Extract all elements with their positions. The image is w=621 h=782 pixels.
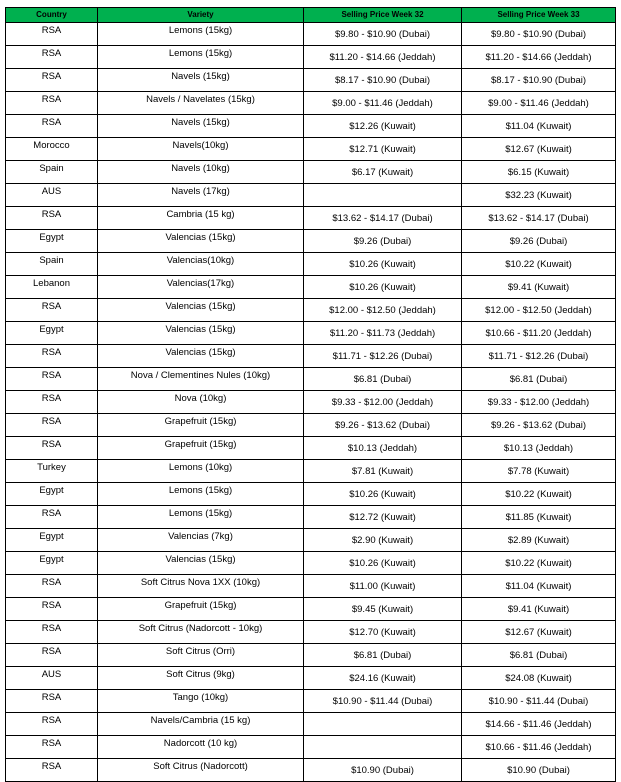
country-cell: RSA (6, 621, 98, 644)
price-week-32-cell: $9.26 (Dubai) (304, 230, 462, 253)
country-cell: Spain (6, 253, 98, 276)
country-cell: RSA (6, 23, 98, 46)
price-week-33-cell: $10.66 - $11.20 (Jeddah) (462, 322, 616, 345)
price-week-32-cell: $11.71 - $12.26 (Dubai) (304, 345, 462, 368)
variety-cell: Soft Citrus Nova 1XX (10kg) (98, 575, 304, 598)
country-cell: Egypt (6, 322, 98, 345)
country-cell: Lebanon (6, 276, 98, 299)
country-cell: Spain (6, 161, 98, 184)
country-cell: RSA (6, 437, 98, 460)
variety-cell: Valencias (15kg) (98, 552, 304, 575)
header-variety: Variety (98, 8, 304, 23)
variety-cell: Navels (17kg) (98, 184, 304, 207)
table-row (6, 690, 616, 713)
variety-cell: Grapefruit (15kg) (98, 437, 304, 460)
price-week-32-cell: $12.00 - $12.50 (Jeddah) (304, 299, 462, 322)
header-price-week-33: Selling Price Week 33 (462, 8, 616, 23)
price-week-33-cell: $10.22 (Kuwait) (462, 552, 616, 575)
table-row (6, 529, 616, 552)
price-week-32-cell: $9.45 (Kuwait) (304, 598, 462, 621)
variety-cell: Navels/Cambria (15 kg) (98, 713, 304, 736)
price-week-32-cell: $12.70 (Kuwait) (304, 621, 462, 644)
price-week-32-cell: $10.90 (Dubai) (304, 759, 462, 782)
price-table (5, 7, 616, 782)
table-row (6, 759, 616, 782)
price-week-32-cell: $10.26 (Kuwait) (304, 253, 462, 276)
price-week-32-cell: $12.72 (Kuwait) (304, 506, 462, 529)
price-week-33-cell: $12.67 (Kuwait) (462, 138, 616, 161)
variety-cell: Tango (10kg) (98, 690, 304, 713)
price-week-33-cell: $11.04 (Kuwait) (462, 115, 616, 138)
table-row (6, 230, 616, 253)
price-week-33-cell: $8.17 - $10.90 (Dubai) (462, 69, 616, 92)
variety-cell: Soft Citrus (Nadorcott) (98, 759, 304, 782)
table-row (6, 23, 616, 46)
variety-cell: Soft Citrus (9kg) (98, 667, 304, 690)
country-cell: RSA (6, 713, 98, 736)
country-cell: Egypt (6, 529, 98, 552)
country-cell: RSA (6, 644, 98, 667)
table-body (6, 23, 616, 782)
price-week-33-cell: $9.00 - $11.46 (Jeddah) (462, 92, 616, 115)
table-row (6, 621, 616, 644)
header-price-week-32: Selling Price Week 32 (304, 8, 462, 23)
price-week-32-cell: $10.26 (Kuwait) (304, 483, 462, 506)
country-cell: RSA (6, 391, 98, 414)
price-week-33-cell: $10.13 (Jeddah) (462, 437, 616, 460)
variety-cell: Lemons (15kg) (98, 23, 304, 46)
variety-cell: Soft Citrus (Nadorcott - 10kg) (98, 621, 304, 644)
country-cell: RSA (6, 368, 98, 391)
table-row (6, 414, 616, 437)
price-week-33-cell: $6.81 (Dubai) (462, 644, 616, 667)
price-week-33-cell: $9.33 - $12.00 (Jeddah) (462, 391, 616, 414)
price-week-32-cell: $10.13 (Jeddah) (304, 437, 462, 460)
price-week-33-cell: $12.67 (Kuwait) (462, 621, 616, 644)
table-row (6, 460, 616, 483)
country-cell: RSA (6, 736, 98, 759)
price-week-33-cell: $9.41 (Kuwait) (462, 598, 616, 621)
country-cell: RSA (6, 598, 98, 621)
price-week-32-cell: $12.26 (Kuwait) (304, 115, 462, 138)
variety-cell: Valencias (7kg) (98, 529, 304, 552)
variety-cell: Lemons (15kg) (98, 483, 304, 506)
country-cell: RSA (6, 92, 98, 115)
country-cell: RSA (6, 506, 98, 529)
country-cell: Morocco (6, 138, 98, 161)
price-week-32-cell: $13.62 - $14.17 (Dubai) (304, 207, 462, 230)
variety-cell: Soft Citrus (Orri) (98, 644, 304, 667)
price-week-33-cell: $6.15 (Kuwait) (462, 161, 616, 184)
price-week-33-cell: $6.81 (Dubai) (462, 368, 616, 391)
variety-cell: Grapefruit (15kg) (98, 414, 304, 437)
price-week-33-cell: $2.89 (Kuwait) (462, 529, 616, 552)
variety-cell: Navels (15kg) (98, 69, 304, 92)
price-week-32-cell: $11.20 - $11.73 (Jeddah) (304, 322, 462, 345)
variety-cell: Nova (10kg) (98, 391, 304, 414)
variety-cell: Grapefruit (15kg) (98, 598, 304, 621)
header-row (6, 8, 616, 23)
table-row (6, 207, 616, 230)
price-week-33-cell: $10.22 (Kuwait) (462, 483, 616, 506)
variety-cell: Lemons (15kg) (98, 46, 304, 69)
price-week-33-cell: $10.22 (Kuwait) (462, 253, 616, 276)
price-week-33-cell: $9.26 - $13.62 (Dubai) (462, 414, 616, 437)
variety-cell: Valencias(17kg) (98, 276, 304, 299)
price-week-32-cell: $9.26 - $13.62 (Dubai) (304, 414, 462, 437)
price-week-33-cell: $11.85 (Kuwait) (462, 506, 616, 529)
country-cell: RSA (6, 414, 98, 437)
table-row (6, 437, 616, 460)
price-week-32-cell: $2.90 (Kuwait) (304, 529, 462, 552)
price-week-32-cell: $24.16 (Kuwait) (304, 667, 462, 690)
price-week-33-cell: $11.71 - $12.26 (Dubai) (462, 345, 616, 368)
country-cell: RSA (6, 115, 98, 138)
country-cell: RSA (6, 690, 98, 713)
table-header (6, 8, 616, 23)
table-row (6, 736, 616, 759)
variety-cell: Valencias (15kg) (98, 299, 304, 322)
country-cell: RSA (6, 575, 98, 598)
variety-cell: Valencias(10kg) (98, 253, 304, 276)
country-cell: RSA (6, 69, 98, 92)
price-week-32-cell: $11.00 (Kuwait) (304, 575, 462, 598)
table-row (6, 276, 616, 299)
table-row (6, 92, 616, 115)
price-week-32-cell: $8.17 - $10.90 (Dubai) (304, 69, 462, 92)
table-row (6, 483, 616, 506)
country-cell: RSA (6, 46, 98, 69)
country-cell: Turkey (6, 460, 98, 483)
table-row (6, 506, 616, 529)
variety-cell: Navels / Navelates (15kg) (98, 92, 304, 115)
table-row (6, 46, 616, 69)
price-week-33-cell: $14.66 - $11.46 (Jeddah) (462, 713, 616, 736)
price-week-33-cell: $10.90 - $11.44 (Dubai) (462, 690, 616, 713)
price-week-33-cell: $24.08 (Kuwait) (462, 667, 616, 690)
country-cell: RSA (6, 299, 98, 322)
table-row (6, 575, 616, 598)
price-week-32-cell (304, 736, 462, 759)
table-row (6, 713, 616, 736)
variety-cell: Lemons (10kg) (98, 460, 304, 483)
country-cell: AUS (6, 184, 98, 207)
table-row (6, 368, 616, 391)
price-week-32-cell: $6.81 (Dubai) (304, 644, 462, 667)
price-week-33-cell: $9.41 (Kuwait) (462, 276, 616, 299)
price-week-33-cell: $11.04 (Kuwait) (462, 575, 616, 598)
price-week-33-cell: $7.78 (Kuwait) (462, 460, 616, 483)
variety-cell: Valencias (15kg) (98, 322, 304, 345)
price-week-32-cell: $10.26 (Kuwait) (304, 276, 462, 299)
price-week-33-cell: $12.00 - $12.50 (Jeddah) (462, 299, 616, 322)
table-row (6, 345, 616, 368)
price-week-32-cell: $6.17 (Kuwait) (304, 161, 462, 184)
table-row (6, 667, 616, 690)
price-week-33-cell: $9.80 - $10.90 (Dubai) (462, 23, 616, 46)
table-row (6, 69, 616, 92)
variety-cell: Navels (10kg) (98, 161, 304, 184)
price-week-32-cell: $10.26 (Kuwait) (304, 552, 462, 575)
country-cell: Egypt (6, 552, 98, 575)
price-week-32-cell: $12.71 (Kuwait) (304, 138, 462, 161)
country-cell: Egypt (6, 230, 98, 253)
price-week-32-cell: $10.90 - $11.44 (Dubai) (304, 690, 462, 713)
price-week-32-cell: $7.81 (Kuwait) (304, 460, 462, 483)
price-week-33-cell: $32.23 (Kuwait) (462, 184, 616, 207)
country-cell: Egypt (6, 483, 98, 506)
variety-cell: Navels (15kg) (98, 115, 304, 138)
table-row (6, 115, 616, 138)
price-week-32-cell (304, 713, 462, 736)
price-week-33-cell: $10.66 - $11.46 (Jeddah) (462, 736, 616, 759)
table-row (6, 184, 616, 207)
price-week-33-cell: $11.20 - $14.66 (Jeddah) (462, 46, 616, 69)
table-row (6, 598, 616, 621)
variety-cell: Nadorcott (10 kg) (98, 736, 304, 759)
header-country: Country (6, 8, 98, 23)
table-row (6, 391, 616, 414)
price-week-33-cell: $10.90 (Dubai) (462, 759, 616, 782)
variety-cell: Cambria (15 kg) (98, 207, 304, 230)
table-row (6, 253, 616, 276)
variety-cell: Valencias (15kg) (98, 230, 304, 253)
country-cell: AUS (6, 667, 98, 690)
variety-cell: Valencias (15kg) (98, 345, 304, 368)
price-week-32-cell: $9.80 - $10.90 (Dubai) (304, 23, 462, 46)
variety-cell: Navels(10kg) (98, 138, 304, 161)
price-week-33-cell: $13.62 - $14.17 (Dubai) (462, 207, 616, 230)
price-week-32-cell (304, 184, 462, 207)
table-row (6, 644, 616, 667)
country-cell: RSA (6, 207, 98, 230)
table-row (6, 552, 616, 575)
table-row (6, 299, 616, 322)
table-row (6, 161, 616, 184)
price-week-32-cell: $9.00 - $11.46 (Jeddah) (304, 92, 462, 115)
price-week-32-cell: $6.81 (Dubai) (304, 368, 462, 391)
price-week-32-cell: $11.20 - $14.66 (Jeddah) (304, 46, 462, 69)
variety-cell: Nova / Clementines Nules (10kg) (98, 368, 304, 391)
price-week-32-cell: $9.33 - $12.00 (Jeddah) (304, 391, 462, 414)
price-week-33-cell: $9.26 (Dubai) (462, 230, 616, 253)
country-cell: RSA (6, 759, 98, 782)
table-row (6, 138, 616, 161)
country-cell: RSA (6, 345, 98, 368)
variety-cell: Lemons (15kg) (98, 506, 304, 529)
price-table-container (5, 7, 616, 782)
table-row (6, 322, 616, 345)
